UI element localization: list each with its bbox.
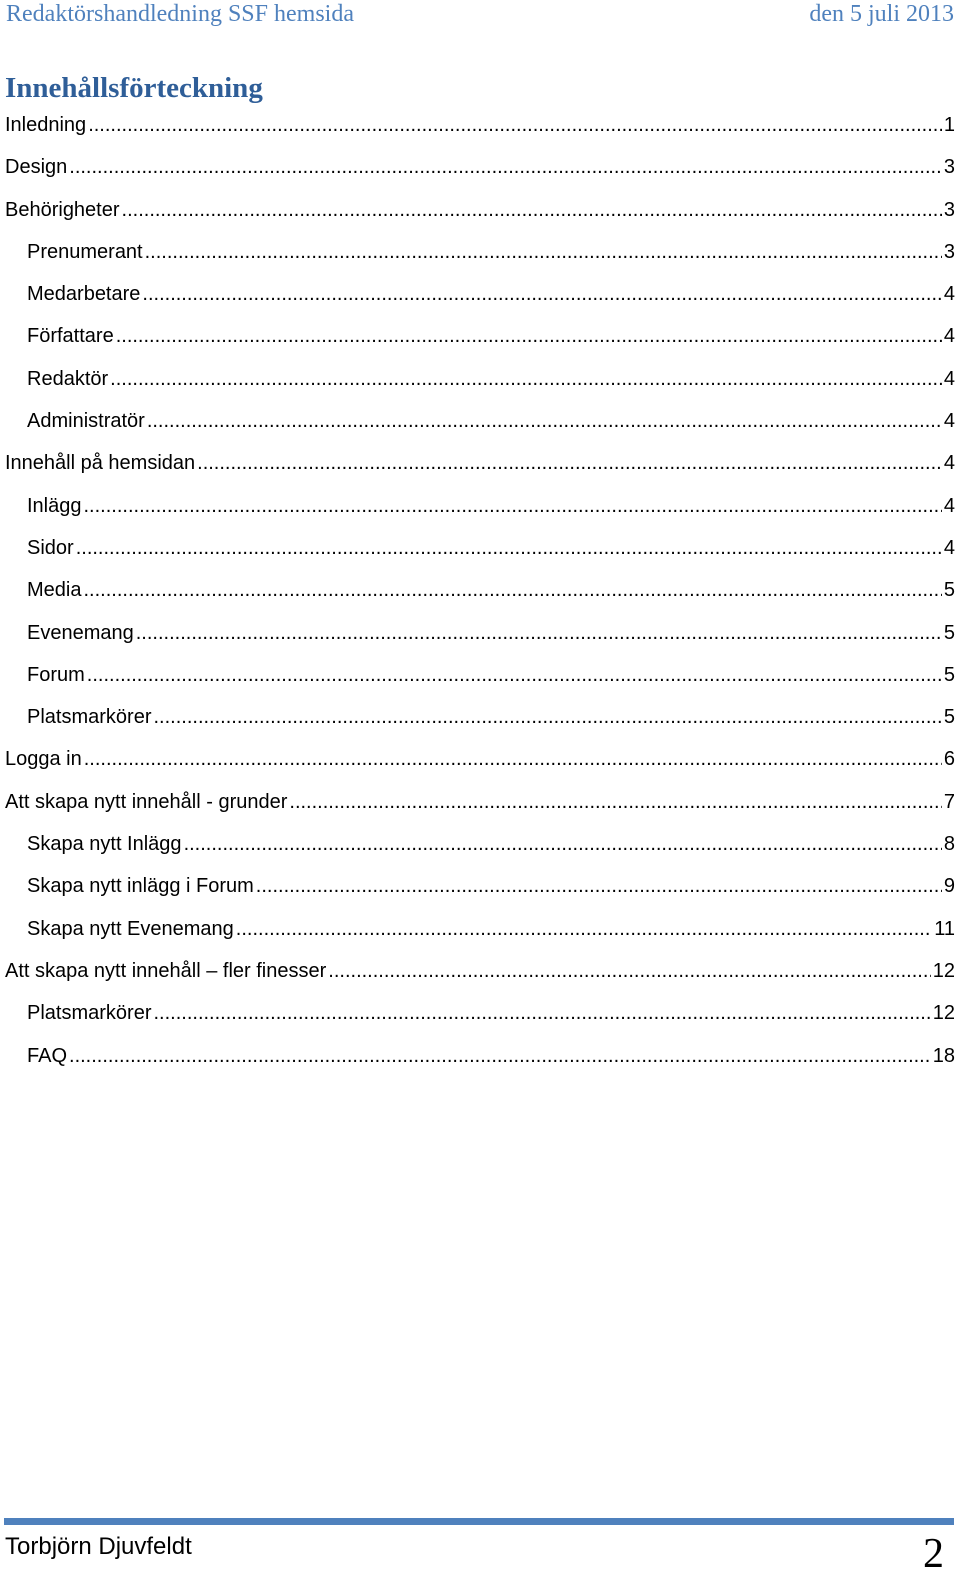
- toc-entry-label: Skapa nytt inlägg i Forum: [27, 875, 254, 898]
- toc-entry[interactable]: [5, 569, 955, 611]
- toc-entry[interactable]: [5, 231, 955, 273]
- toc-entry[interactable]: [5, 485, 955, 527]
- toc-entry-page-number: 12: [932, 1002, 955, 1025]
- toc-entry[interactable]: [5, 654, 955, 696]
- toc-dot-leader: [153, 696, 941, 738]
- toc-dot-leader: [84, 485, 942, 527]
- toc-entry-label: Skapa nytt Evenemang: [27, 917, 234, 940]
- toc-entry-page-number: 3: [943, 198, 955, 221]
- toc-entry-page-number: 4: [943, 452, 955, 475]
- toc-entry-label: Att skapa nytt innehåll - grunder: [5, 790, 288, 813]
- toc-dot-leader: [116, 315, 942, 357]
- toc-entry-label: Prenumerant: [27, 240, 143, 263]
- document-title: Redaktörshandledning SSF hemsida: [6, 1, 354, 27]
- toc-entry-page-number: 4: [943, 494, 955, 517]
- toc-entry-label: Medarbetare: [27, 283, 141, 306]
- toc-entry-label: Innehåll på hemsidan: [5, 452, 196, 475]
- toc-entry[interactable]: [5, 612, 955, 654]
- toc-entry-page-number: 4: [943, 283, 955, 306]
- footer-author: Torbjörn Djuvfeldt: [5, 1533, 192, 1560]
- toc-entry[interactable]: [5, 189, 955, 231]
- toc-dot-leader: [153, 992, 930, 1034]
- toc-entry[interactable]: [5, 315, 955, 357]
- toc-entry[interactable]: [5, 992, 955, 1034]
- toc-entry-label: Media: [27, 579, 82, 602]
- toc-entry-page-number: 6: [943, 748, 955, 771]
- toc-entry-page-number: 5: [943, 621, 955, 644]
- toc-entry[interactable]: [5, 781, 955, 823]
- toc-entry-page-number: 4: [943, 325, 955, 348]
- toc-entry-page-number: 3: [943, 240, 955, 263]
- toc-entry[interactable]: [5, 908, 955, 950]
- toc-entry-label: Författare: [27, 325, 114, 348]
- toc-dot-leader: [69, 1035, 931, 1077]
- toc-dot-leader: [184, 823, 942, 865]
- toc-entry-page-number: 1: [943, 114, 955, 136]
- toc-entry-label: Design: [5, 156, 68, 179]
- toc-entry[interactable]: [5, 527, 955, 569]
- toc-entry-label: Platsmarkörer: [27, 706, 152, 729]
- toc-entry-label: Redaktör: [27, 367, 109, 390]
- toc-entry-page-number: 9: [943, 875, 955, 898]
- toc-entry-label: Platsmarkörer: [27, 1002, 152, 1025]
- toc-dot-leader: [83, 569, 941, 611]
- toc-entry-page-number: 8: [943, 833, 955, 856]
- toc-dot-leader: [142, 273, 941, 315]
- toc-dot-leader: [76, 527, 942, 569]
- toc-entry[interactable]: [5, 696, 955, 738]
- toc-entry-page-number: 11: [934, 917, 955, 940]
- toc-entry[interactable]: [5, 950, 955, 992]
- footer-divider: [4, 1518, 954, 1525]
- toc-dot-leader: [236, 908, 932, 950]
- toc-entry-page-number: 5: [943, 579, 955, 602]
- toc-entry-label: Sidor: [27, 536, 74, 559]
- toc-dot-leader: [197, 442, 942, 484]
- toc-entry-label: Behörigheter: [5, 198, 120, 221]
- toc-dot-leader: [88, 104, 942, 146]
- toc-dot-leader: [69, 146, 942, 188]
- toc-entry-label: Forum: [27, 663, 85, 686]
- toc-entry-label: Logga in: [5, 748, 82, 771]
- toc-entry-page-number: 4: [943, 536, 955, 559]
- toc-entry-page-number: 18: [932, 1044, 955, 1067]
- toc-entry-page-number: 12: [932, 959, 955, 982]
- toc-entry[interactable]: [5, 738, 955, 780]
- toc-dot-leader: [256, 865, 942, 907]
- toc-entry[interactable]: [5, 358, 955, 400]
- toc-entry[interactable]: [5, 865, 955, 907]
- toc-entry-page-number: 3: [943, 156, 955, 179]
- toc-entry-page-number: 5: [943, 706, 955, 729]
- toc-dot-leader: [289, 781, 941, 823]
- toc-entry-label: Inledning: [5, 114, 87, 136]
- toc-dot-leader: [328, 950, 930, 992]
- toc-entry-label: Inlägg: [27, 494, 82, 517]
- toc-entry[interactable]: [5, 1035, 955, 1077]
- toc-dot-leader: [122, 189, 942, 231]
- toc-entry[interactable]: [5, 104, 955, 146]
- toc-entry[interactable]: [5, 823, 955, 865]
- toc-dot-leader: [147, 400, 942, 442]
- toc-dot-leader: [145, 231, 942, 273]
- toc-dot-leader: [136, 612, 942, 654]
- toc-entry-label: FAQ: [27, 1044, 68, 1067]
- document-date: den 5 juli 2013: [809, 1, 954, 27]
- toc-entry-label: Skapa nytt Inlägg: [27, 833, 182, 856]
- toc-entry[interactable]: [5, 442, 955, 484]
- toc-entry[interactable]: [5, 273, 955, 315]
- page-header: [6, 0, 954, 30]
- toc-dot-leader: [110, 358, 942, 400]
- toc-dot-leader: [87, 654, 942, 696]
- toc-entry-label: Att skapa nytt innehåll – fler finesser: [5, 959, 327, 982]
- footer-page-number: 2: [923, 1531, 944, 1577]
- toc-entry-page-number: 4: [943, 410, 955, 433]
- toc-entry-page-number: 5: [943, 663, 955, 686]
- toc-entry-page-number: 4: [943, 367, 955, 390]
- toc-dot-leader: [84, 738, 942, 780]
- toc-entry-page-number: 7: [943, 790, 955, 813]
- toc-entry-label: Administratör: [27, 410, 145, 433]
- toc-entry[interactable]: [5, 146, 955, 188]
- toc-heading: Innehållsförteckning: [5, 72, 263, 104]
- toc-entry[interactable]: [5, 400, 955, 442]
- toc-entry-label: Evenemang: [27, 621, 134, 644]
- table-of-contents: [5, 104, 955, 1077]
